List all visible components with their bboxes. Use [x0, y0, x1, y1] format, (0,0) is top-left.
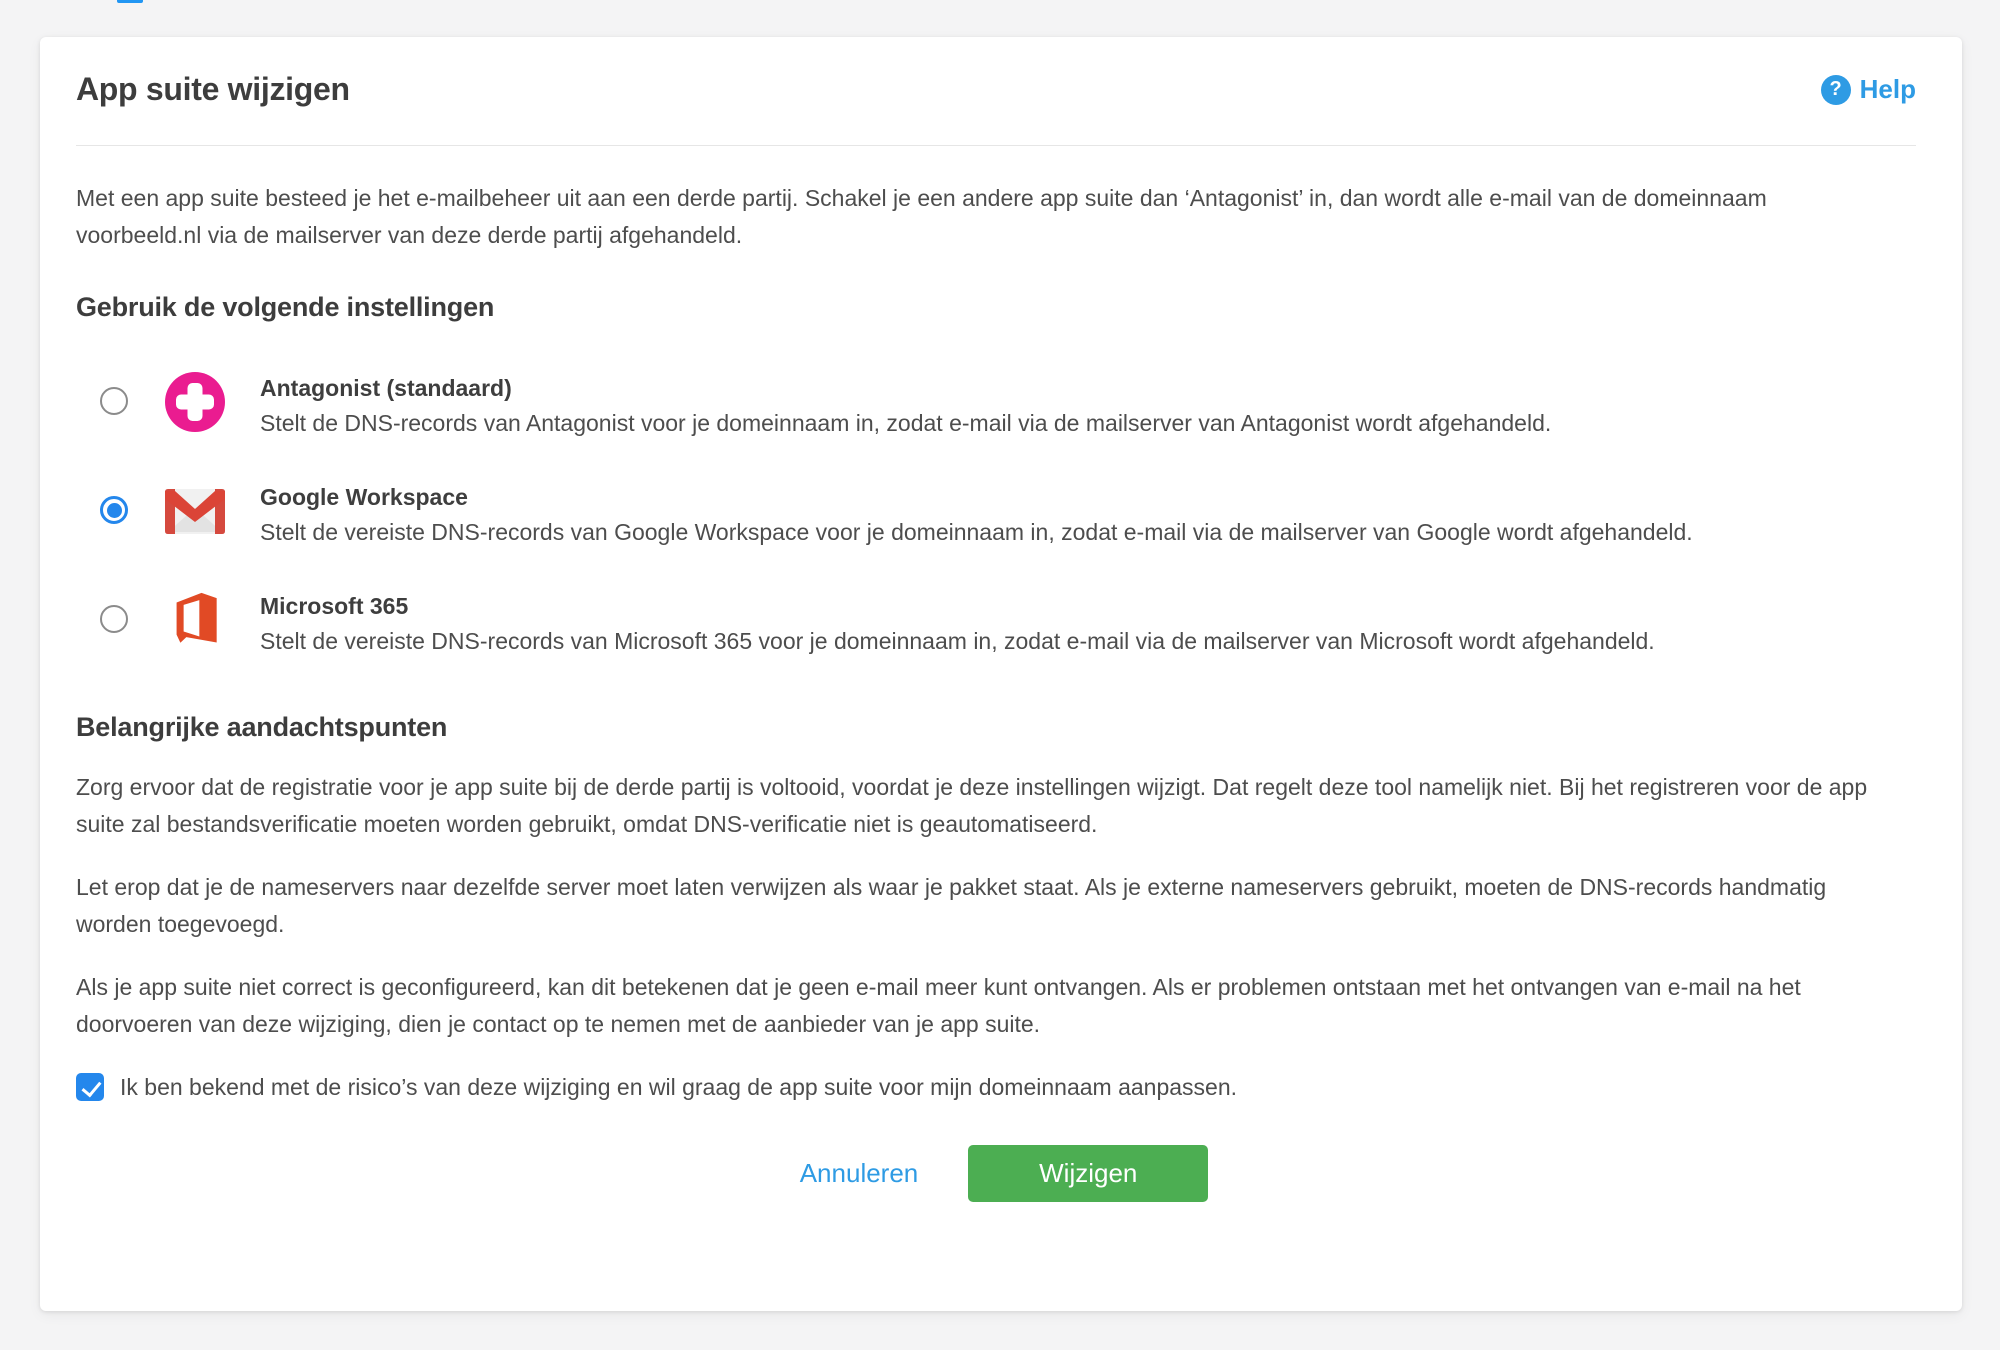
dialog-actions: [76, 1145, 1916, 1202]
help-link-label: Help: [1859, 74, 1916, 104]
option-text: [260, 371, 1551, 442]
note-paragraph-2: Let erop dat je de nameservers naar dezelfde server moet laten verwijzen als waar je pakket staat. Als je externe nameservers gebruikt, moeten de DNS-records handmatig worden toegevoegd.: [76, 874, 1827, 937]
note-paragraph-3: Als je app suite niet correct is geconfigureerd, kan dit betekenen dat je geen e-mail meer kunt ontvangen. Als er problemen ontstaan met het ontvangen van e-mail na het doorvoeren van deze wijziging, dien je contact op te nemen met de aanbieder van je app suite.: [76, 974, 1801, 1037]
page-title: App suite wijzigen: [76, 71, 350, 107]
submit-button[interactable]: Wijzigen: [968, 1145, 1208, 1202]
risk-confirmation-row[interactable]: [76, 1073, 1916, 1101]
option-description: Stelt de vereiste DNS-records van Google Workspace voor je domeinnaam in, zodat e-mail via de mailserver van Google wordt afgehandeld.: [260, 519, 1693, 545]
antagonist-plus-icon: [164, 371, 226, 433]
notes-section-heading: Belangrijke aandachtspunten: [76, 712, 448, 742]
app-suite-options: [76, 371, 1916, 660]
risk-confirmation-checkbox[interactable]: [76, 1073, 104, 1101]
option-description: Stelt de DNS-records van Antagonist voor je domeinnaam in, zodat e-mail via de mailserver van Antagonist wordt afgehandeld.: [260, 410, 1552, 436]
risk-confirmation-label: Ik ben bekend met de risico’s van deze wijziging en wil graag de app suite voor mijn domeinnaam aanpassen.: [120, 1073, 1238, 1100]
intro-text: Met een app suite besteed je het e-mailbeheer uit aan een derde partij. Schakel je een andere app suite dan ‘Antagonist’ in, dan wordt alle e-mail van de domeinnaam voorbeeld.nl via de mailserver van deze derde partij afgehandeld.: [76, 185, 1767, 248]
option-text: [260, 589, 1655, 660]
help-link[interactable]: [1821, 74, 1916, 105]
option-google-workspace[interactable]: [100, 480, 1916, 551]
clipped-tab-indicator: [117, 0, 143, 3]
header-divider: [76, 145, 1916, 146]
app-suite-dialog: [40, 37, 1962, 1311]
notes-section: [76, 712, 1916, 1043]
option-label: Google Workspace: [260, 484, 468, 510]
option-description: Stelt de vereiste DNS-records van Microsoft 365 voor je domeinnaam in, zodat e-mail via de mailserver van Microsoft wordt afgehandeld.: [260, 628, 1655, 654]
dialog-header: [76, 71, 1916, 108]
option-microsoft-365[interactable]: [100, 589, 1916, 660]
cancel-button[interactable]: Annuleren: [784, 1148, 935, 1199]
office-logo-icon: [164, 589, 226, 651]
help-question-icon: ?: [1821, 75, 1851, 105]
radio-button-microsoft-365[interactable]: [100, 605, 128, 633]
settings-section-heading: Gebruik de volgende instellingen: [76, 292, 495, 322]
gmail-envelope-icon: [164, 480, 226, 542]
option-label: Antagonist (standaard): [260, 375, 512, 401]
option-text: [260, 480, 1693, 551]
option-antagonist[interactable]: [100, 371, 1916, 442]
radio-button-antagonist[interactable]: [100, 387, 128, 415]
radio-button-google-workspace[interactable]: [100, 496, 128, 524]
note-paragraph-1: Zorg ervoor dat de registratie voor je app suite bij de derde partij is voltooid, voordat je deze instellingen wijzigt. Dat regelt deze tool namelijk niet. Bij het registreren voor de app suite zal bestandsverificatie moeten worden gebruikt, omdat DNS-verificatie niet is geautomatiseerd.: [76, 774, 1868, 837]
option-label: Microsoft 365: [260, 593, 409, 619]
